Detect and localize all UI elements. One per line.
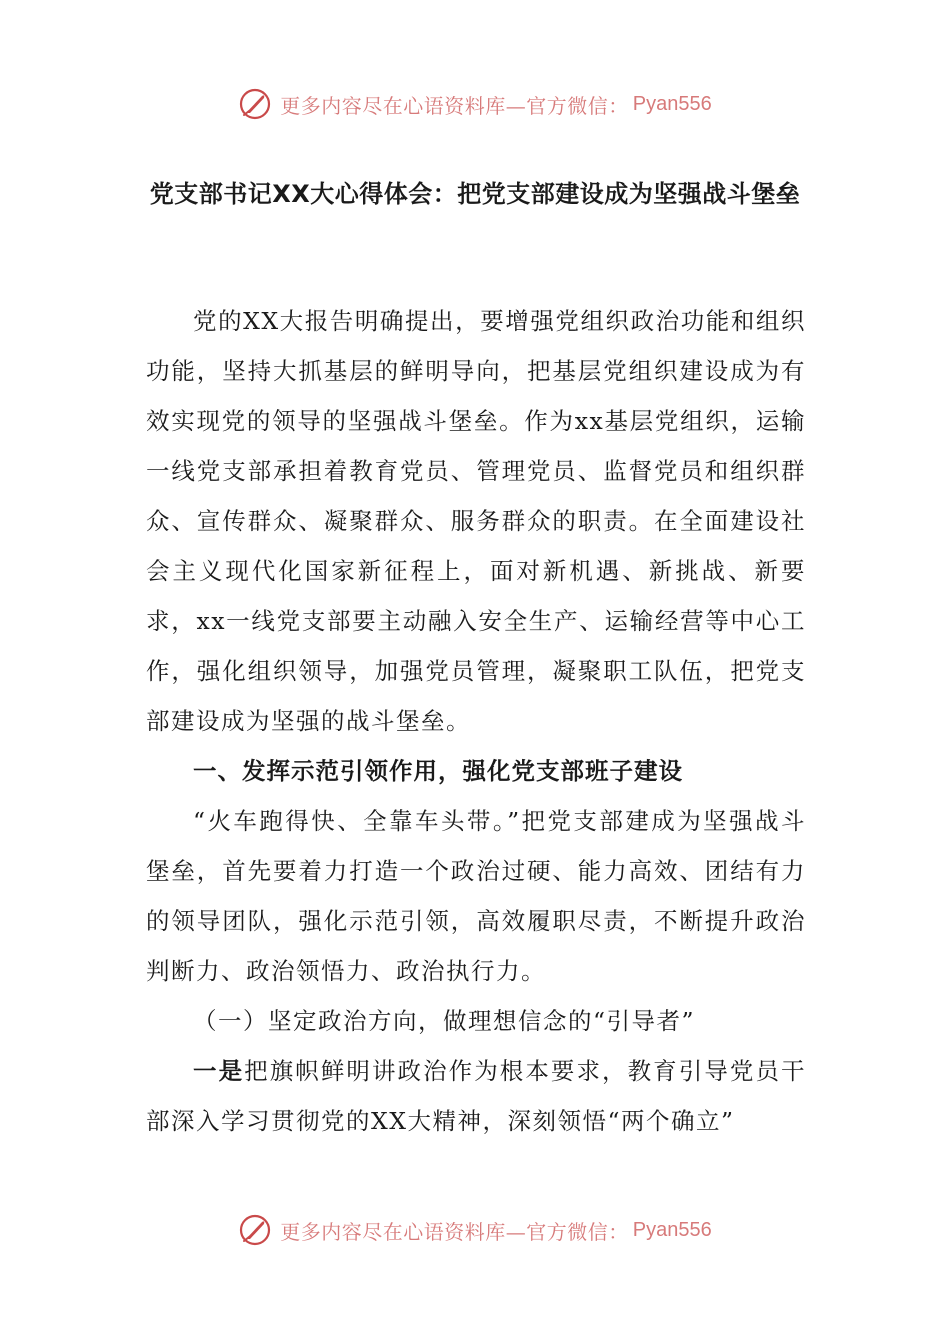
intro-paragraph: 党的XX大报告明确提出，要增强党组织政治功能和组织功能，坚持大抓基层的鲜明导向，把基层党组织建设成为有效实现党的领导的坚强战斗堡垒。作为xx基层党组织，运输一线党支部承担着教育党员、管理党员、监督党员和组织群众、宣传群众、凝聚群众、服务群众的职责。在全面建设社会主义现代化国家新征程上，面对新机遇、新挑战、新要求，xx一线党支部要主动融入安全生产、运输经营等中心工作，强化组织领导，加强党员管理，凝聚职工队伍，把党支部建设成为坚强的战斗堡垒。: [146, 307, 806, 735]
document-body: [146, 296, 806, 1146]
point-1-paragraph: [146, 1046, 806, 1146]
watermark-handle: Pyan556: [632, 1218, 712, 1241]
document-title: 党支部书记XX大心得体会：把党支部建设成为坚强战斗堡垒: [149, 180, 801, 208]
subheading-1: （一）坚定政治方向，做理想信念的“引导者”: [193, 1007, 696, 1035]
watermark-header: [0, 84, 950, 124]
point-1-text: 把旗帜鲜明讲政治作为根本要求，教育引导党员干部深入学习贯彻党的XX大精神，深刻领悟“两个确立”: [146, 1057, 807, 1135]
section-heading-1: 一、发挥示范引领作用，强化党支部班子建设: [193, 757, 683, 785]
watermark-handle: Pyan556: [632, 92, 712, 115]
watermark-text: 更多内容尽在心语资料库—官方微信：: [280, 93, 629, 118]
point-1-lead: 一是: [193, 1057, 245, 1085]
quill-logo-icon: [238, 87, 272, 121]
section-1-paragraph: “火车跑得快、全靠车头带。”把党支部建成为坚强战斗堡垒，首先要着力打造一个政治过硬、能力高效、团结有力的领导团队，强化示范引领，高效履职尽责，不断提升政治判断力、政治领悟力、政治执行力。: [146, 807, 806, 985]
watermark-footer: [0, 1210, 950, 1250]
watermark-text: 更多内容尽在心语资料库—官方微信：: [280, 1219, 629, 1244]
quill-logo-icon: [238, 1213, 272, 1247]
